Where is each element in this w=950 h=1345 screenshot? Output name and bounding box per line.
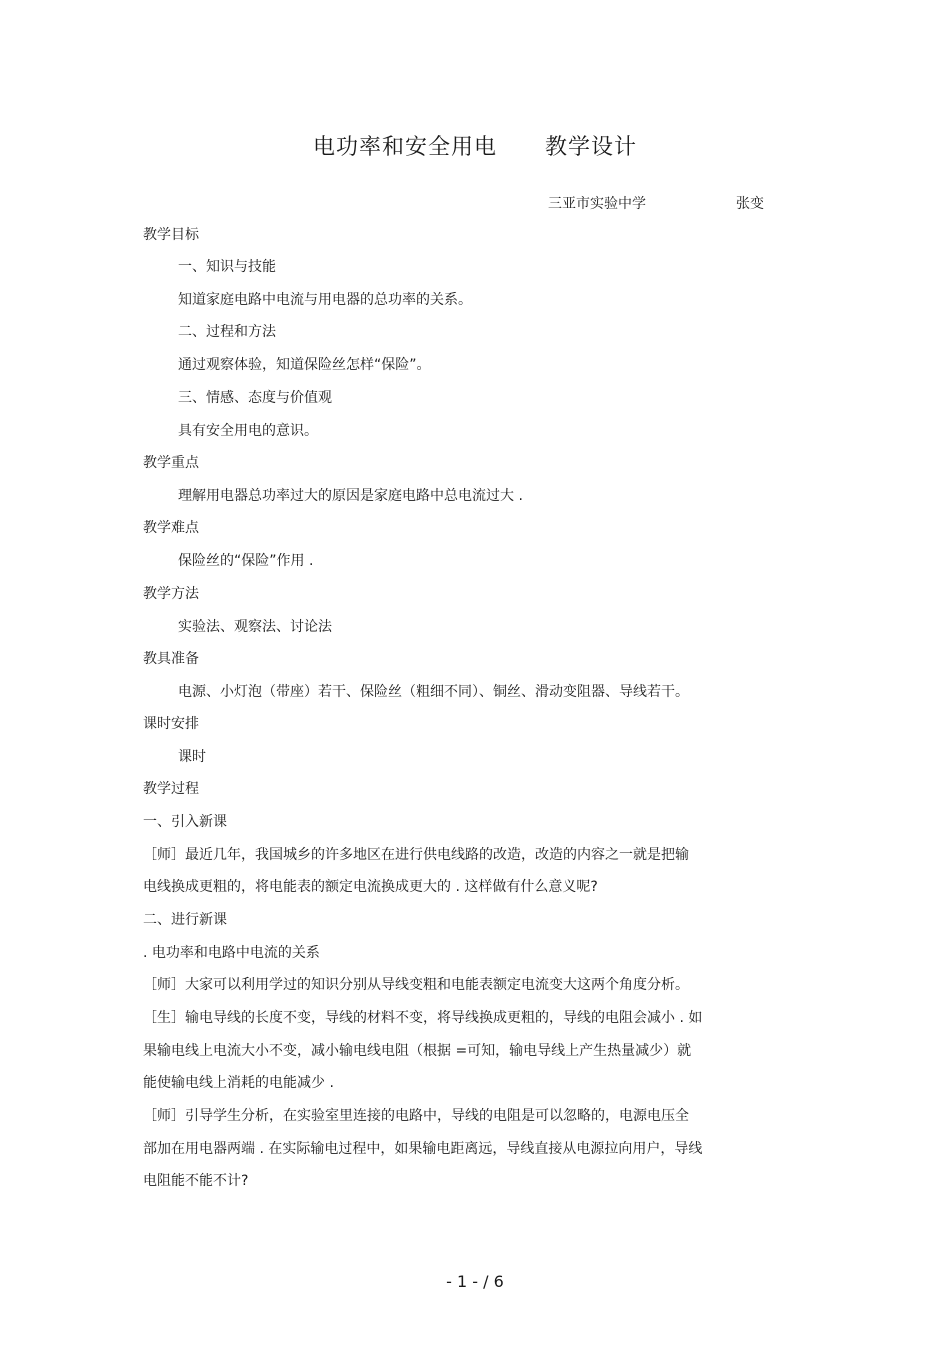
objective-1-heading: 一、知识与技能	[178, 259, 276, 275]
student-paragraph-line-1: ［生］输电导线的长度不变，导线的材料不变，将导线换成更粗的，导线的电阻会减小 . 如	[143, 1010, 703, 1026]
student-paragraph-line-3: 能使输电线上消耗的电能减少 .	[143, 1075, 334, 1091]
page-number: - 1 - / 6	[446, 1272, 504, 1291]
intro-paragraph-line-1: ［师］最近几年，我国城乡的许多地区在进行供电线路的改造，改造的内容之一就是把输	[143, 847, 689, 863]
author-line	[548, 193, 764, 213]
author-name: 张变	[736, 196, 764, 212]
schedule-text: 课时	[178, 749, 206, 765]
objective-2-heading: 二、过程和方法	[178, 324, 276, 340]
subsection-heading: . 电功率和电路中电流的关系	[143, 945, 320, 961]
document-title	[0, 130, 950, 161]
school-name: 三亚市实验中学	[548, 196, 646, 212]
heading-objectives: 教学目标	[143, 227, 199, 243]
teacher-paragraph-2-line-1: ［师］引导学生分析，在实验室里连接的电路中，导线的电阻是可以忽略的，电源电压全	[143, 1108, 689, 1124]
section-intro-heading: 一、引入新课	[143, 814, 227, 830]
heading-method: 教学方法	[143, 586, 199, 602]
teacher-paragraph-2-line-2: 部加在用电器两端 . 在实际输电过程中，如果输电距离远，导线直接从电源拉向用户，导线	[143, 1141, 703, 1157]
objective-3-text: 具有安全用电的意识。	[178, 423, 318, 439]
heading-schedule: 课时安排	[143, 716, 199, 732]
method-text: 实验法、观察法、讨论法	[178, 619, 332, 635]
student-paragraph-line-2: 果输电线上电流大小不变，减小输电线电阻（根据 =可知，输电导线上产生热量减少）就	[143, 1043, 692, 1059]
teacher-paragraph-1: ［师］大家可以利用学过的知识分别从导线变粗和电能表额定电流变大这两个角度分析。	[143, 977, 689, 993]
objective-3-heading: 三、情感、态度与价值观	[178, 390, 332, 406]
heading-tools: 教具准备	[143, 651, 199, 667]
key-points-text: 理解用电器总功率过大的原因是家庭电路中总电流过大 .	[178, 488, 523, 504]
difficulty-text: 保险丝的“保险”作用 .	[178, 553, 314, 569]
heading-key-points: 教学重点	[143, 455, 199, 471]
heading-difficulty: 教学难点	[143, 520, 199, 536]
objective-2-text: 通过观察体验，知道保险丝怎样“保险”。	[178, 357, 431, 373]
title-main: 电功率和安全用电	[312, 135, 497, 160]
title-sub: 教学设计	[545, 135, 638, 160]
intro-paragraph-line-2: 电线换成更粗的，将电能表的额定电流换成更大的 . 这样做有什么意义呢?	[143, 879, 598, 895]
heading-process: 教学过程	[143, 781, 199, 797]
teacher-paragraph-2-line-3: 电阻能不能不计?	[143, 1173, 249, 1189]
objective-1-text: 知道家庭电路中电流与用电器的总功率的关系。	[178, 292, 472, 308]
section-new-heading: 二、进行新课	[143, 912, 227, 928]
tools-text: 电源、小灯泡（带座）若干、保险丝（粗细不同）、铜丝、滑动变阻器、导线若干。	[178, 684, 689, 700]
